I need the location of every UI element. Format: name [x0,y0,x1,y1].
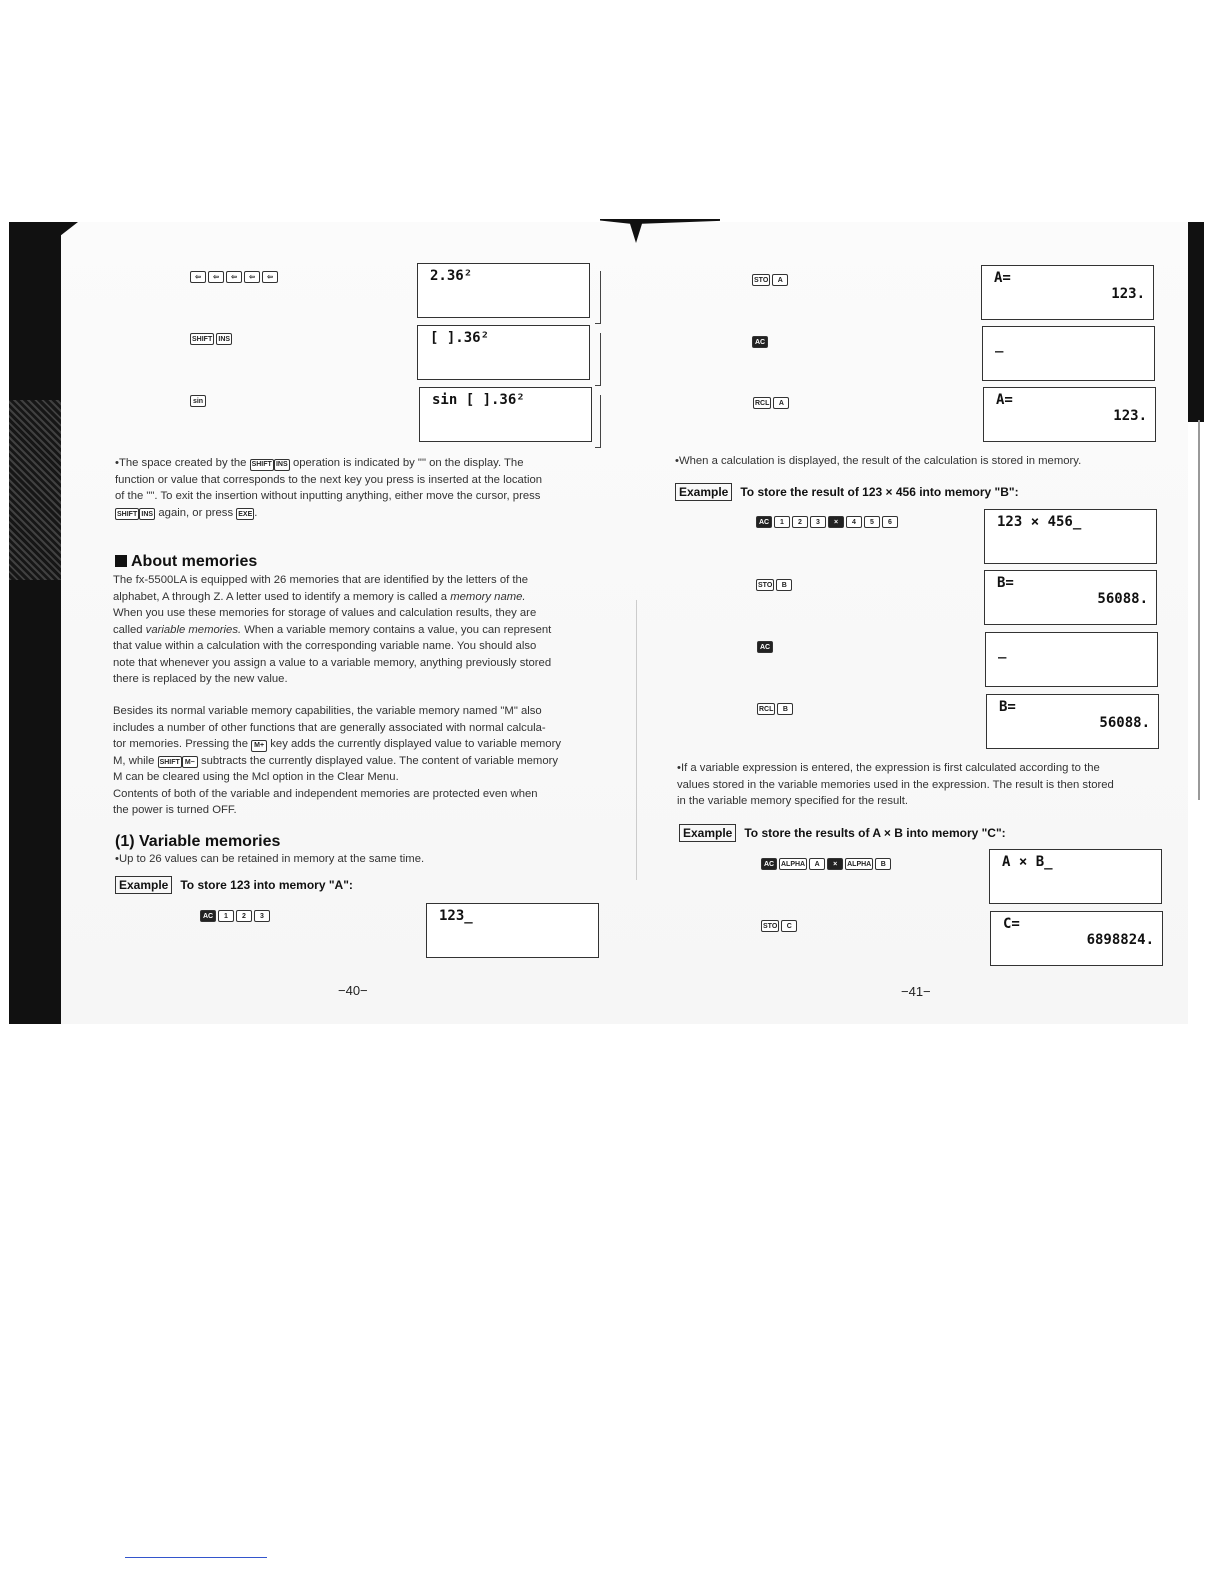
lcd-line-1: sin [ ].36² [432,392,525,408]
ins-key-icon: INS [139,508,155,520]
sto-key-icon: STO [756,579,774,591]
memories-paragraph-2 [113,703,598,819]
example-a-keys [200,910,270,922]
page-number-left: −40− [338,983,368,998]
ac-key-icon: AC [761,858,777,870]
lcd-line-2: 6898824. [1086,932,1154,948]
insert-note [115,455,600,521]
shift-key-icon: SHIFT [115,508,139,520]
letter-key-icon: B [777,703,793,715]
sto-key-icon: STO [752,274,770,286]
cursor-left-key-icon: ⇦ [262,271,278,283]
paragraph-line: Besides its normal variable memory capabilities, the variable memory named "M" also [113,705,542,717]
lcd-line-1: [ ].36² [430,330,490,346]
heading-text: About memories [131,553,258,570]
note-text: function or value that corresponds to the next key you press is inserted at the location [115,473,543,486]
sto-b-keys [756,579,792,591]
paragraph-line: there is replaced by the new value. [113,673,288,685]
scan-right-line [1198,420,1200,800]
example-a-row [115,876,353,894]
alpha-key-icon: ALPHA [845,858,873,870]
lcd-display [990,911,1163,966]
paragraph-line: values stored in the variable memories used in the expression. The result is then stored [677,778,1114,791]
lcd-display [989,849,1162,904]
rcl-key-icon: RCL [757,703,775,715]
paragraph-line: note that whenever you assign a value to a variable memory, anything previously stored [113,656,552,669]
paragraph-line: in the variable memory specified for the result. [677,795,909,807]
example-title: To store the results of A × B into memory "C": [744,826,1006,840]
example-label: Example [115,876,172,894]
cursor-left-key-icon: ⇦ [190,271,206,283]
shift-key-icon: SHIFT [190,333,214,345]
paragraph-line: alphabet, A through Z. A letter used to identify a memory is called a [113,590,448,603]
lcd-line-2: 123. [1111,286,1145,302]
lcd-line-1: A × B_ [1002,854,1053,870]
lcd-line-1: 123 × 456_ [997,514,1082,530]
lcd-line-2: 56088. [1097,591,1148,607]
letter-key-icon: B [875,858,891,870]
bracket-mark [595,333,601,386]
lcd-line-2: 56088. [1099,715,1150,731]
paragraph-line: •If a variable expression is entered, the expression is first calculated according to the [677,762,1100,774]
lcd-display [984,570,1157,625]
lcd-display [986,694,1159,749]
ins-key-icon: INS [274,459,290,471]
sto-a-keys [752,274,788,286]
lcd-display [417,325,590,380]
paragraph-line: subtracts the currently displayed value. The content of variable memory [200,754,559,767]
lcd-display [985,632,1158,687]
ac-keys [752,336,768,348]
letter-key-icon: A [809,858,825,870]
scan-left-speckle [9,400,61,580]
cursor-left-key-icon: ⇦ [244,271,260,283]
lcd-display [417,263,590,318]
lcd-line-1: 123_ [439,908,473,924]
example-label: Example [679,824,736,842]
lcd-line-1: B= [997,575,1014,591]
note-text: . [254,506,258,519]
ac-key-icon: AC [756,516,772,528]
note-text: " on the display. The [421,457,524,469]
variable-memories-heading: (1) Variable memories [115,833,281,850]
letter-key-icon: A [772,274,788,286]
lcd-display [984,509,1157,564]
paragraph-line: When you use these memories for storage of values and calculation results, they are [113,607,537,619]
example-title: To store 123 into memory "A": [180,878,353,892]
multiply-key-icon: × [827,858,843,870]
alpha-a-times-b-keys [761,858,891,870]
shift-ins-keys [190,333,232,345]
paragraph-line: the power is turned OFF. [113,804,237,816]
paragraph-line: When a variable memory contains a value, you can represent [244,623,552,636]
paragraph-line: includes a number of other functions that are generally associated with normal calcula- [113,721,546,734]
lcd-display [983,387,1156,442]
paragraph-emphasis: variable memories. [145,623,242,636]
variable-memories-bullet: •Up to 26 values can be retained in memory at the same time. [115,853,425,865]
square-bullet-icon [115,555,127,567]
digit-key-icon: 5 [864,516,880,528]
lcd-line-1: B= [999,699,1016,715]
lcd-display [981,265,1154,320]
rcl-b-keys [757,703,793,715]
calc-stored-note: •When a calculation is displayed, the result of the calculation is stored in memory. [675,455,1082,467]
lcd-display [982,326,1155,381]
paragraph-line: tor memories. Pressing the [113,738,248,750]
lcd-line-2: 123. [1113,408,1147,424]
ins-key-icon: INS [216,333,232,345]
shift-key-icon: SHIFT [250,459,274,471]
sto-key-icon: STO [761,920,779,932]
digit-key-icon: 6 [882,516,898,528]
ac-key-icon: AC [200,910,216,922]
scan-right-edge [1188,222,1204,422]
lcd-line-1: A= [994,270,1011,286]
lcd-display [426,903,599,958]
digit-key-icon: 2 [792,516,808,528]
paragraph-line: Contents of both of the variable and independent memories are protected even when [113,787,538,800]
cursor-left-key-icon: ⇦ [226,271,242,283]
example-label: Example [675,483,732,501]
lcd-display [419,387,592,442]
lcd-cursor: _ [998,643,1007,659]
lcd-line-1: C= [1003,916,1020,932]
shift-key-icon: SHIFT [158,756,182,768]
letter-key-icon: B [776,579,792,591]
ac-keys [757,641,773,653]
letter-key-icon: C [781,920,797,932]
digit-key-icon: 3 [810,516,826,528]
paragraph-line: key adds the currently displayed value to variable memory [270,738,561,750]
scan-left-edge [9,222,61,1024]
alpha-key-icon: ALPHA [779,858,807,870]
note-text: of the " [115,490,151,502]
m-plus-key-icon: M+ [251,740,267,752]
exe-key-icon: EXE [236,508,254,520]
example-c-row [679,824,1006,842]
sto-c-keys [761,920,797,932]
paragraph-line: M can be cleared using the Mcl option in the Clear Menu. [113,771,399,783]
ac-key-icon: AC [752,336,768,348]
sin-key-icon: sin [190,395,206,407]
digit-key-icon: 4 [846,516,862,528]
paragraph-emphasis: memory name. [450,590,526,603]
bracket-mark [595,395,601,448]
digit-key-icon: 3 [254,910,270,922]
paragraph-line: M, while [113,754,155,767]
digit-key-icon: 1 [218,910,234,922]
cursor-left-key-icon: ⇦ [208,271,224,283]
example-title: To store the result of 123 × 456 into memory "B": [740,485,1019,499]
calc-123x456-keys [756,516,898,528]
bracket-mark [595,271,601,324]
about-memories-heading [115,553,257,571]
m-minus-key-icon: M− [182,756,198,768]
example-b-row [675,483,1019,501]
note-text: ". To exit the insertion without inputting anything, either move the cursor, press [150,490,541,502]
page-number-right: −41− [901,984,931,999]
rcl-key-icon: RCL [753,397,771,409]
note-text: again, or press [158,506,234,519]
note-text: •The space created by the [115,457,247,469]
lcd-line-1: A= [996,392,1013,408]
memories-paragraph-1 [113,572,598,688]
digit-key-icon: 1 [774,516,790,528]
paragraph-line: called [113,623,143,636]
variable-expression-note [677,760,1167,810]
digit-key-icon: 2 [236,910,252,922]
rcl-a-keys [753,397,789,409]
lcd-cursor: _ [995,337,1004,353]
note-text: operation is indicated by " [292,457,422,469]
sin-keys [190,395,206,407]
bottom-link-underline [125,1557,267,1558]
letter-key-icon: A [773,397,789,409]
scan-center-line [636,600,637,880]
paragraph-line: that value within a calculation with the corresponding variable name. You should also [113,640,537,652]
paragraph-line: The fx-5500LA is equipped with 26 memories that are identified by the letters of the [113,574,529,586]
ac-key-icon: AC [757,641,773,653]
lcd-line-1: 2.36² [430,268,473,284]
cursor-left-keys [190,271,278,283]
multiply-key-icon: × [828,516,844,528]
